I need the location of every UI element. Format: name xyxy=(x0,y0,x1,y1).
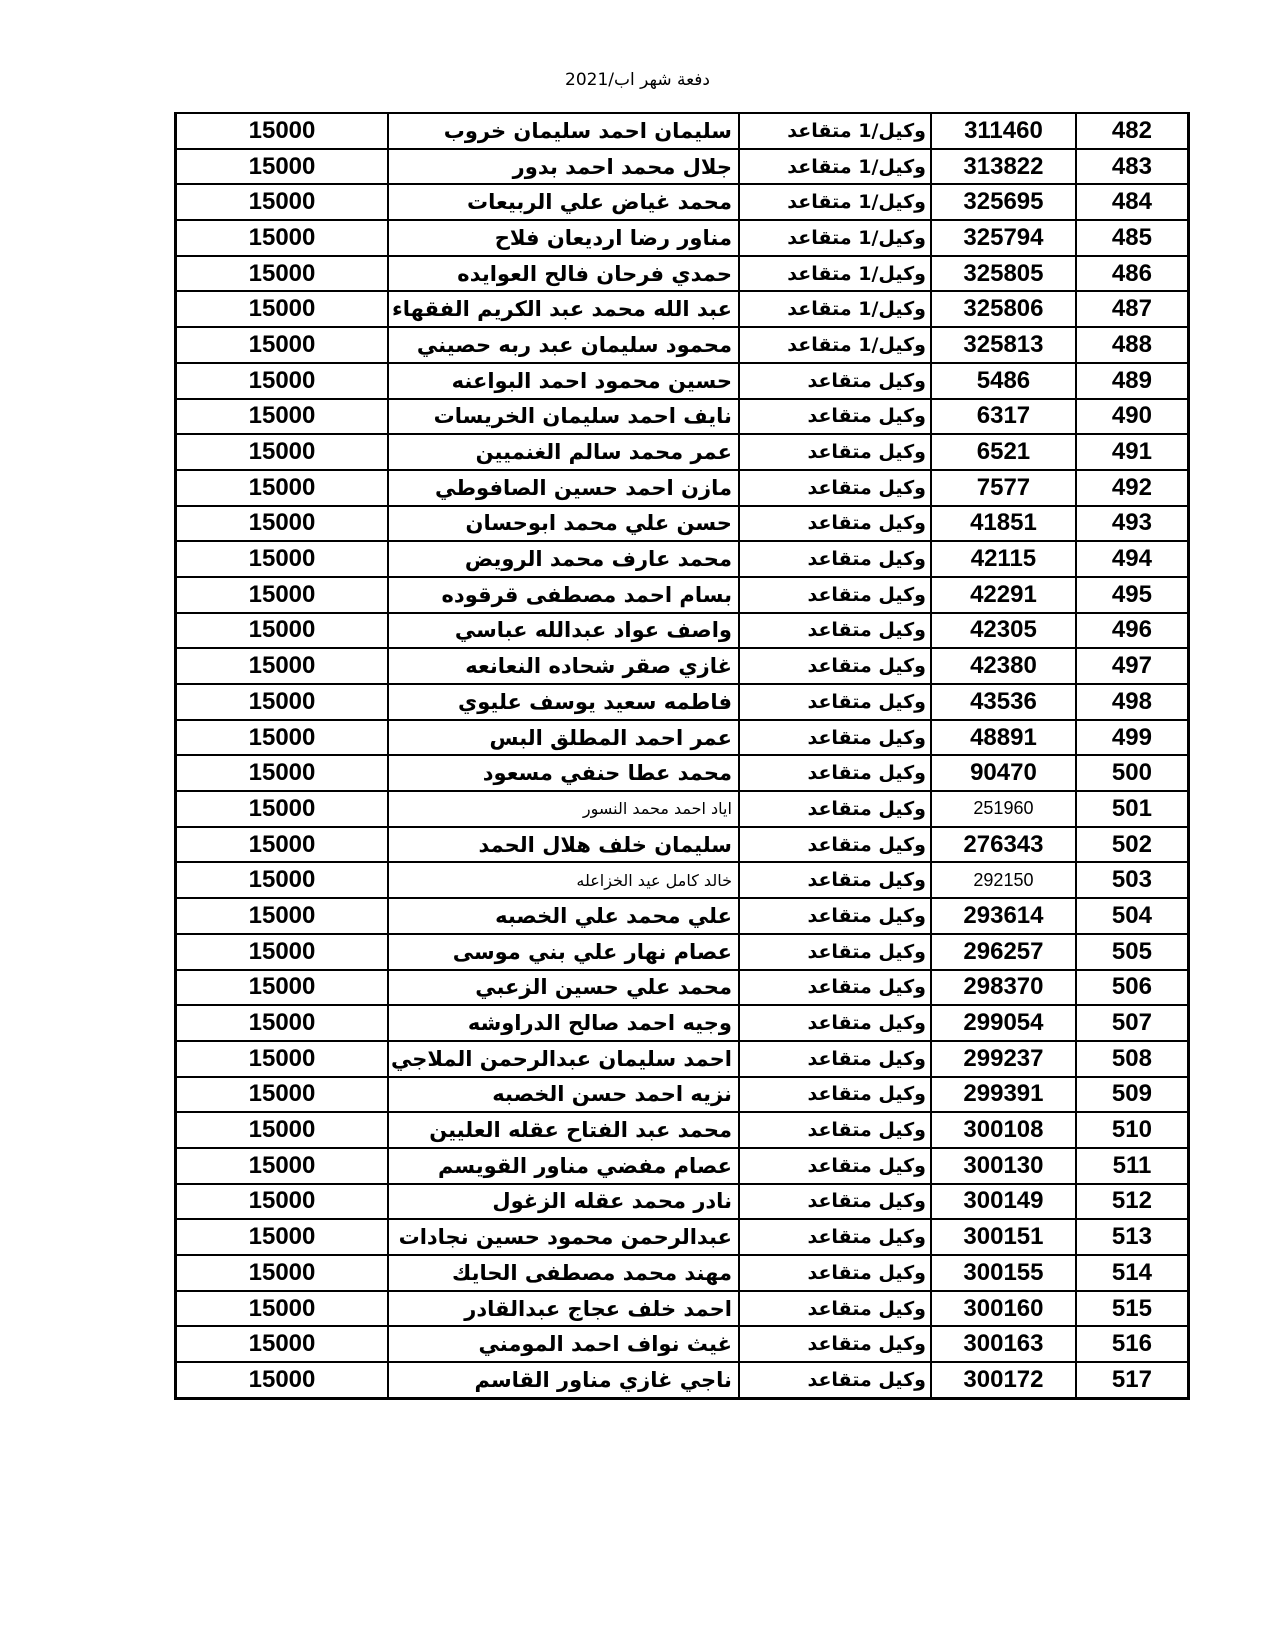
id-cell: 299237 xyxy=(931,1041,1076,1077)
rank-cell: وكيل متقاعد xyxy=(739,399,931,435)
id-cell: 300149 xyxy=(931,1184,1076,1220)
id-cell: 5486 xyxy=(931,363,1076,399)
serial-number-cell: 485 xyxy=(1076,220,1189,256)
rank-cell: وكيل متقاعد xyxy=(739,1291,931,1327)
amount-cell: 15000 xyxy=(176,1219,389,1255)
name-cell: فاطمه سعيد يوسف عليوي xyxy=(388,684,739,720)
serial-number-cell: 510 xyxy=(1076,1112,1189,1148)
rank-cell: وكيل متقاعد xyxy=(739,934,931,970)
id-cell: 6317 xyxy=(931,399,1076,435)
amount-cell: 15000 xyxy=(176,256,389,292)
name-cell: سليمان خلف هلال الحمد xyxy=(388,827,739,863)
id-cell: 42305 xyxy=(931,613,1076,649)
table-row xyxy=(176,470,1189,506)
id-cell: 325805 xyxy=(931,256,1076,292)
rank-cell: وكيل متقاعد xyxy=(739,1148,931,1184)
rank-cell: وكيل متقاعد xyxy=(739,1326,931,1362)
name-cell: محمود سليمان عبد ربه حصيني xyxy=(388,327,739,363)
name-cell: عمر محمد سالم الغنميين xyxy=(388,434,739,470)
serial-number-cell: 501 xyxy=(1076,791,1189,827)
name-cell: حسين محمود احمد البواعنه xyxy=(388,363,739,399)
rank-cell: وكيل متقاعد xyxy=(739,648,931,684)
amount-cell: 15000 xyxy=(176,1255,389,1291)
amount-cell: 15000 xyxy=(176,220,389,256)
amount-cell: 15000 xyxy=(176,184,389,220)
name-cell: خالد كامل عيد الخزاعله xyxy=(388,862,739,898)
id-cell: 43536 xyxy=(931,684,1076,720)
id-cell: 325806 xyxy=(931,291,1076,327)
table-row xyxy=(176,970,1189,1006)
name-cell: نزيه احمد حسن الخصبه xyxy=(388,1077,739,1113)
table-row xyxy=(176,1112,1189,1148)
serial-number-cell: 517 xyxy=(1076,1362,1189,1398)
amount-cell: 15000 xyxy=(176,970,389,1006)
rank-cell: وكيل متقاعد xyxy=(739,791,931,827)
name-cell: محمد عطا حنفي مسعود xyxy=(388,755,739,791)
serial-number-cell: 487 xyxy=(1076,291,1189,327)
serial-number-cell: 515 xyxy=(1076,1291,1189,1327)
amount-cell: 15000 xyxy=(176,470,389,506)
rank-cell: وكيل/1 متقاعد xyxy=(739,291,931,327)
rank-cell: وكيل متقاعد xyxy=(739,470,931,506)
rank-cell: وكيل متقاعد xyxy=(739,684,931,720)
table-row xyxy=(176,220,1189,256)
name-cell: محمد عبد الفتاح عقله العليين xyxy=(388,1112,739,1148)
table-row xyxy=(176,1255,1189,1291)
table-row xyxy=(176,506,1189,542)
table-row xyxy=(176,1291,1189,1327)
serial-number-cell: 513 xyxy=(1076,1219,1189,1255)
amount-cell: 15000 xyxy=(176,577,389,613)
serial-number-cell: 482 xyxy=(1076,113,1189,149)
rank-cell: وكيل متقاعد xyxy=(739,1041,931,1077)
rank-cell: وكيل متقاعد xyxy=(739,827,931,863)
id-cell: 6521 xyxy=(931,434,1076,470)
name-cell: نايف احمد سليمان الخريسات xyxy=(388,399,739,435)
table-row xyxy=(176,577,1189,613)
table-row xyxy=(176,934,1189,970)
serial-number-cell: 500 xyxy=(1076,755,1189,791)
serial-number-cell: 495 xyxy=(1076,577,1189,613)
rank-cell: وكيل/1 متقاعد xyxy=(739,256,931,292)
serial-number-cell: 496 xyxy=(1076,613,1189,649)
name-cell: عبدالرحمن محمود حسين نجادات xyxy=(388,1219,739,1255)
rank-cell: وكيل متقاعد xyxy=(739,862,931,898)
id-cell: 300155 xyxy=(931,1255,1076,1291)
rank-cell: وكيل متقاعد xyxy=(739,1077,931,1113)
serial-number-cell: 490 xyxy=(1076,399,1189,435)
rank-cell: وكيل متقاعد xyxy=(739,1219,931,1255)
amount-cell: 15000 xyxy=(176,827,389,863)
id-cell: 311460 xyxy=(931,113,1076,149)
name-cell: نادر محمد عقله الزغول xyxy=(388,1184,739,1220)
table-row xyxy=(176,256,1189,292)
table-row xyxy=(176,898,1189,934)
table-row xyxy=(176,755,1189,791)
amount-cell: 15000 xyxy=(176,755,389,791)
amount-cell: 15000 xyxy=(176,113,389,149)
rank-cell: وكيل متقاعد xyxy=(739,970,931,1006)
amount-cell: 15000 xyxy=(176,399,389,435)
serial-number-cell: 491 xyxy=(1076,434,1189,470)
rank-cell: وكيل متقاعد xyxy=(739,363,931,399)
amount-cell: 15000 xyxy=(176,149,389,185)
table-row xyxy=(176,862,1189,898)
rank-cell: وكيل متقاعد xyxy=(739,720,931,756)
serial-number-cell: 503 xyxy=(1076,862,1189,898)
id-cell: 325813 xyxy=(931,327,1076,363)
id-cell: 300163 xyxy=(931,1326,1076,1362)
table-row xyxy=(176,291,1189,327)
id-cell: 292150 xyxy=(931,862,1076,898)
amount-cell: 15000 xyxy=(176,327,389,363)
name-cell: غيث نواف احمد المومني xyxy=(388,1326,739,1362)
serial-number-cell: 507 xyxy=(1076,1005,1189,1041)
serial-number-cell: 483 xyxy=(1076,149,1189,185)
name-cell: محمد عارف محمد الرويض xyxy=(388,541,739,577)
id-cell: 41851 xyxy=(931,506,1076,542)
amount-cell: 15000 xyxy=(176,862,389,898)
name-cell: عمر احمد المطلق البس xyxy=(388,720,739,756)
table-row xyxy=(176,184,1189,220)
id-cell: 296257 xyxy=(931,934,1076,970)
name-cell: سليمان احمد سليمان خروب xyxy=(388,113,739,149)
table-row xyxy=(176,1362,1189,1398)
amount-cell: 15000 xyxy=(176,684,389,720)
name-cell: مهند محمد مصطفى الحايك xyxy=(388,1255,739,1291)
id-cell: 299391 xyxy=(931,1077,1076,1113)
amount-cell: 15000 xyxy=(176,934,389,970)
name-cell: واصف عواد عبدالله عباسي xyxy=(388,613,739,649)
id-cell: 90470 xyxy=(931,755,1076,791)
serial-number-cell: 508 xyxy=(1076,1041,1189,1077)
id-cell: 300108 xyxy=(931,1112,1076,1148)
amount-cell: 15000 xyxy=(176,1362,389,1398)
amount-cell: 15000 xyxy=(176,434,389,470)
table-row xyxy=(176,1184,1189,1220)
serial-number-cell: 489 xyxy=(1076,363,1189,399)
rank-cell: وكيل متقاعد xyxy=(739,755,931,791)
rank-cell: وكيل متقاعد xyxy=(739,613,931,649)
name-cell: محمد غياض علي الربيعات xyxy=(388,184,739,220)
serial-number-cell: 502 xyxy=(1076,827,1189,863)
serial-number-cell: 509 xyxy=(1076,1077,1189,1113)
rank-cell: وكيل متقاعد xyxy=(739,1255,931,1291)
rank-cell: وكيل متقاعد xyxy=(739,541,931,577)
serial-number-cell: 504 xyxy=(1076,898,1189,934)
table-row xyxy=(176,1005,1189,1041)
id-cell: 42291 xyxy=(931,577,1076,613)
name-cell: عصام مفضي مناور القويسم xyxy=(388,1148,739,1184)
table-row xyxy=(176,684,1189,720)
id-cell: 42380 xyxy=(931,648,1076,684)
serial-number-cell: 492 xyxy=(1076,470,1189,506)
table-row xyxy=(176,149,1189,185)
serial-number-cell: 511 xyxy=(1076,1148,1189,1184)
serial-number-cell: 516 xyxy=(1076,1326,1189,1362)
table-row xyxy=(176,791,1189,827)
amount-cell: 15000 xyxy=(176,898,389,934)
table-row xyxy=(176,1148,1189,1184)
table-row xyxy=(176,613,1189,649)
rank-cell: وكيل متقاعد xyxy=(739,1362,931,1398)
name-cell: احمد خلف عجاج عبدالقادر xyxy=(388,1291,739,1327)
serial-number-cell: 506 xyxy=(1076,970,1189,1006)
table-row xyxy=(176,720,1189,756)
amount-cell: 15000 xyxy=(176,541,389,577)
name-cell: مناور رضا ارديعان فلاح xyxy=(388,220,739,256)
serial-number-cell: 486 xyxy=(1076,256,1189,292)
amount-cell: 15000 xyxy=(176,1005,389,1041)
rank-cell: وكيل/1 متقاعد xyxy=(739,149,931,185)
id-cell: 293614 xyxy=(931,898,1076,934)
table-body xyxy=(176,113,1189,1398)
table-row xyxy=(176,541,1189,577)
table-row xyxy=(176,113,1189,149)
table-row xyxy=(176,827,1189,863)
amount-cell: 15000 xyxy=(176,506,389,542)
amount-cell: 15000 xyxy=(176,363,389,399)
id-cell: 299054 xyxy=(931,1005,1076,1041)
amount-cell: 15000 xyxy=(176,720,389,756)
rank-cell: وكيل متقاعد xyxy=(739,1112,931,1148)
id-cell: 7577 xyxy=(931,470,1076,506)
name-cell: حسن علي محمد ابوحسان xyxy=(388,506,739,542)
serial-number-cell: 497 xyxy=(1076,648,1189,684)
serial-number-cell: 505 xyxy=(1076,934,1189,970)
id-cell: 300151 xyxy=(931,1219,1076,1255)
name-cell: جلال محمد احمد بدور xyxy=(388,149,739,185)
serial-number-cell: 493 xyxy=(1076,506,1189,542)
serial-number-cell: 499 xyxy=(1076,720,1189,756)
table-row xyxy=(176,1077,1189,1113)
amount-cell: 15000 xyxy=(176,648,389,684)
id-cell: 276343 xyxy=(931,827,1076,863)
amount-cell: 15000 xyxy=(176,791,389,827)
amount-cell: 15000 xyxy=(176,1077,389,1113)
name-cell: غازي صقر شحاده النعانعه xyxy=(388,648,739,684)
id-cell: 251960 xyxy=(931,791,1076,827)
amount-cell: 15000 xyxy=(176,1041,389,1077)
serial-number-cell: 512 xyxy=(1076,1184,1189,1220)
amount-cell: 15000 xyxy=(176,1326,389,1362)
payment-table xyxy=(174,112,1190,1400)
name-cell: علي محمد علي الخصبه xyxy=(388,898,739,934)
table-row xyxy=(176,434,1189,470)
name-cell: مازن احمد حسين الصافوطي xyxy=(388,470,739,506)
serial-number-cell: 488 xyxy=(1076,327,1189,363)
amount-cell: 15000 xyxy=(176,1112,389,1148)
name-cell: احمد سليمان عبدالرحمن الملاجي xyxy=(388,1041,739,1077)
id-cell: 300130 xyxy=(931,1148,1076,1184)
id-cell: 48891 xyxy=(931,720,1076,756)
amount-cell: 15000 xyxy=(176,291,389,327)
table-row xyxy=(176,1041,1189,1077)
id-cell: 313822 xyxy=(931,149,1076,185)
table-row xyxy=(176,327,1189,363)
amount-cell: 15000 xyxy=(176,1184,389,1220)
rank-cell: وكيل متقاعد xyxy=(739,577,931,613)
amount-cell: 15000 xyxy=(176,613,389,649)
rank-cell: وكيل متقاعد xyxy=(739,434,931,470)
serial-number-cell: 498 xyxy=(1076,684,1189,720)
rank-cell: وكيل/1 متقاعد xyxy=(739,113,931,149)
name-cell: ناجي غازي مناور القاسم xyxy=(388,1362,739,1398)
name-cell: اياد احمد محمد النسور xyxy=(388,791,739,827)
name-cell: عصام نهار علي بني موسى xyxy=(388,934,739,970)
table-row xyxy=(176,1219,1189,1255)
rank-cell: وكيل/1 متقاعد xyxy=(739,184,931,220)
name-cell: حمدي فرحان فالح العوايده xyxy=(388,256,739,292)
serial-number-cell: 484 xyxy=(1076,184,1189,220)
rank-cell: وكيل/1 متقاعد xyxy=(739,327,931,363)
id-cell: 325695 xyxy=(931,184,1076,220)
rank-cell: وكيل متقاعد xyxy=(739,1184,931,1220)
page-title: دفعة شهر اب/2021 xyxy=(565,70,710,90)
table-row xyxy=(176,399,1189,435)
rank-cell: وكيل متقاعد xyxy=(739,1005,931,1041)
id-cell: 42115 xyxy=(931,541,1076,577)
id-cell: 298370 xyxy=(931,970,1076,1006)
table-row xyxy=(176,363,1189,399)
id-cell: 300172 xyxy=(931,1362,1076,1398)
table-row xyxy=(176,1326,1189,1362)
id-cell: 300160 xyxy=(931,1291,1076,1327)
amount-cell: 15000 xyxy=(176,1291,389,1327)
id-cell: 325794 xyxy=(931,220,1076,256)
table-row xyxy=(176,648,1189,684)
rank-cell: وكيل متقاعد xyxy=(739,898,931,934)
amount-cell: 15000 xyxy=(176,1148,389,1184)
serial-number-cell: 514 xyxy=(1076,1255,1189,1291)
serial-number-cell: 494 xyxy=(1076,541,1189,577)
name-cell: بسام احمد مصطفى قرقوده xyxy=(388,577,739,613)
name-cell: محمد علي حسين الزعبي xyxy=(388,970,739,1006)
rank-cell: وكيل متقاعد xyxy=(739,506,931,542)
rank-cell: وكيل/1 متقاعد xyxy=(739,220,931,256)
name-cell: عبد الله محمد عبد الكريم الفقهاء xyxy=(388,291,739,327)
name-cell: وجيه احمد صالح الدراوشه xyxy=(388,1005,739,1041)
